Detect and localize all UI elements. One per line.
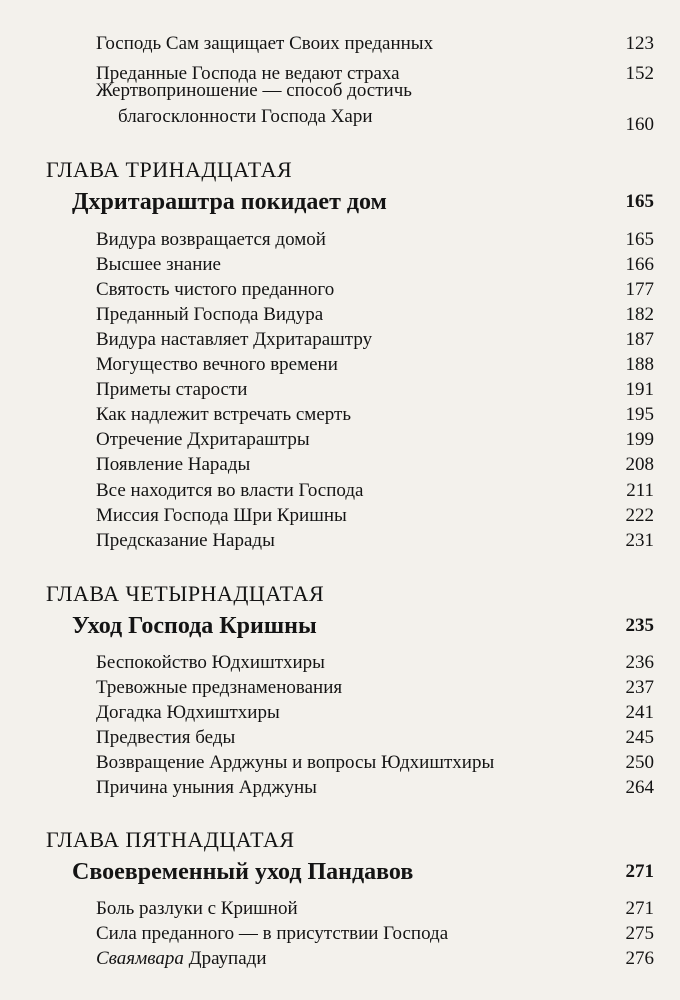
- entry-page: 275: [625, 923, 654, 944]
- chapter-heading: ГЛАВА ПЯТНАДЦАТАЯ: [46, 827, 295, 852]
- chapter-title: Своевременный уход Пандавов: [72, 859, 414, 885]
- toc-entry: [0, 31, 680, 57]
- entry-page: 264: [625, 777, 654, 798]
- toc-entry: [0, 503, 680, 529]
- toc-entry: [0, 452, 680, 478]
- entry-title: Жертвоприношение — способ достичь: [96, 80, 412, 101]
- chapter-title-row: [0, 189, 680, 215]
- entry-page: 199: [625, 429, 654, 450]
- entry-title: Приметы старости: [96, 379, 248, 400]
- entry-title: Возвращение Арджуны и вопросы Юдхиштхиры: [96, 752, 495, 773]
- entry-title: Видура наставляет Дхритараштру: [96, 329, 373, 350]
- toc-entry: [0, 427, 680, 453]
- entry-page: 195: [625, 404, 654, 425]
- entry-page: 208: [625, 454, 654, 475]
- entry-page: 211: [626, 480, 654, 501]
- toc-entry: [0, 528, 680, 554]
- toc-entry: [0, 921, 680, 947]
- toc-entry: [0, 750, 680, 776]
- entry-title: Как надлежит встречать смерть: [96, 404, 351, 425]
- entry-title: Предсказание Нарады: [96, 530, 275, 551]
- entry-title: Миссия Господа Шри Кришны: [96, 505, 347, 526]
- toc-entry: [0, 896, 680, 922]
- entry-title: Могущество вечного времени: [96, 354, 338, 375]
- toc-entry: [0, 377, 680, 403]
- entry-page: 123: [625, 33, 654, 54]
- entry-title-italic: Сваямвара: [96, 948, 184, 969]
- chapter-title-page: 271: [625, 861, 654, 882]
- entry-title-rest: Драупади: [183, 948, 267, 969]
- chapter-title-page: 165: [625, 191, 654, 212]
- entry-title: Беспокойство Юдхиштхиры: [96, 652, 325, 673]
- entry-title: Сила преданного — в присутствии Господа: [96, 923, 449, 944]
- chapter-title: Уход Господа Кришны: [72, 613, 317, 639]
- toc-entry: [0, 946, 680, 972]
- entry-page: 222: [625, 505, 654, 526]
- entry-title: Предвестия беды: [96, 727, 236, 748]
- entry-title: благосклонности Господа Хари: [118, 106, 373, 127]
- toc-entry: [0, 327, 680, 353]
- entry-page: 237: [625, 677, 654, 698]
- entry-title: Догадка Юдхиштхиры: [96, 702, 280, 723]
- toc-entry: [0, 775, 680, 801]
- entry-title: Отречение Дхритараштры: [96, 429, 310, 450]
- entry-page: 152: [625, 63, 654, 84]
- chapter-heading: ГЛАВА ТРИНАДЦАТАЯ: [46, 157, 293, 182]
- entry-title: Все находится во власти Господа: [96, 480, 364, 501]
- entry-title: Появление Нарады: [96, 454, 251, 475]
- toc-entry: [0, 78, 680, 104]
- toc-entry: [0, 352, 680, 378]
- entry-title: Господь Сам защищает Своих преданных: [96, 33, 434, 54]
- entry-page: 241: [625, 702, 654, 723]
- toc-entry: [0, 302, 680, 328]
- toc-entry: [0, 478, 680, 504]
- chapter-title: Дхритараштра покидает дом: [72, 189, 387, 215]
- entry-title: [96, 946, 267, 972]
- entry-page: 231: [625, 530, 654, 551]
- entry-page: 166: [625, 254, 654, 275]
- chapter-heading: ГЛАВА ЧЕТЫРНАДЦАТАЯ: [46, 581, 325, 606]
- entry-title: Тревожные предзнаменования: [96, 677, 343, 698]
- chapter-title-row: [0, 613, 680, 639]
- toc-entry: [0, 402, 680, 428]
- entry-title: Преданный Господа Видура: [96, 304, 324, 325]
- entry-page: 182: [625, 304, 654, 325]
- entry-page: 236: [625, 652, 654, 673]
- entry-page: 187: [625, 329, 654, 350]
- entry-title: Святость чистого преданного: [96, 279, 335, 300]
- entry-title: Преданные Господа не ведают страха: [96, 63, 400, 84]
- entry-page: 250: [625, 752, 654, 773]
- toc-entry: [0, 277, 680, 303]
- entry-page: 160: [625, 114, 654, 135]
- toc-entry: [0, 252, 680, 278]
- toc-entry: [0, 104, 680, 135]
- chapter-title-row: [0, 859, 680, 885]
- entry-page: 276: [625, 948, 654, 969]
- entry-page: 245: [625, 727, 654, 748]
- toc-entry: [0, 675, 680, 701]
- entry-page: 177: [625, 279, 654, 300]
- entry-title: Высшее знание: [96, 254, 221, 275]
- entry-title: Причина уныния Арджуны: [96, 777, 317, 798]
- toc-entry: [0, 650, 680, 676]
- toc-entry: [0, 227, 680, 253]
- toc-entry: [0, 700, 680, 726]
- chapter-title-page: 235: [625, 615, 654, 636]
- toc-entry: [0, 725, 680, 751]
- entry-page: 188: [625, 354, 654, 375]
- entry-title: Видура возвращается домой: [96, 229, 326, 250]
- entry-title: Боль разлуки с Кришной: [96, 898, 298, 919]
- entry-page: 165: [625, 229, 654, 250]
- entry-page: 271: [625, 898, 654, 919]
- entry-page: 191: [625, 379, 654, 400]
